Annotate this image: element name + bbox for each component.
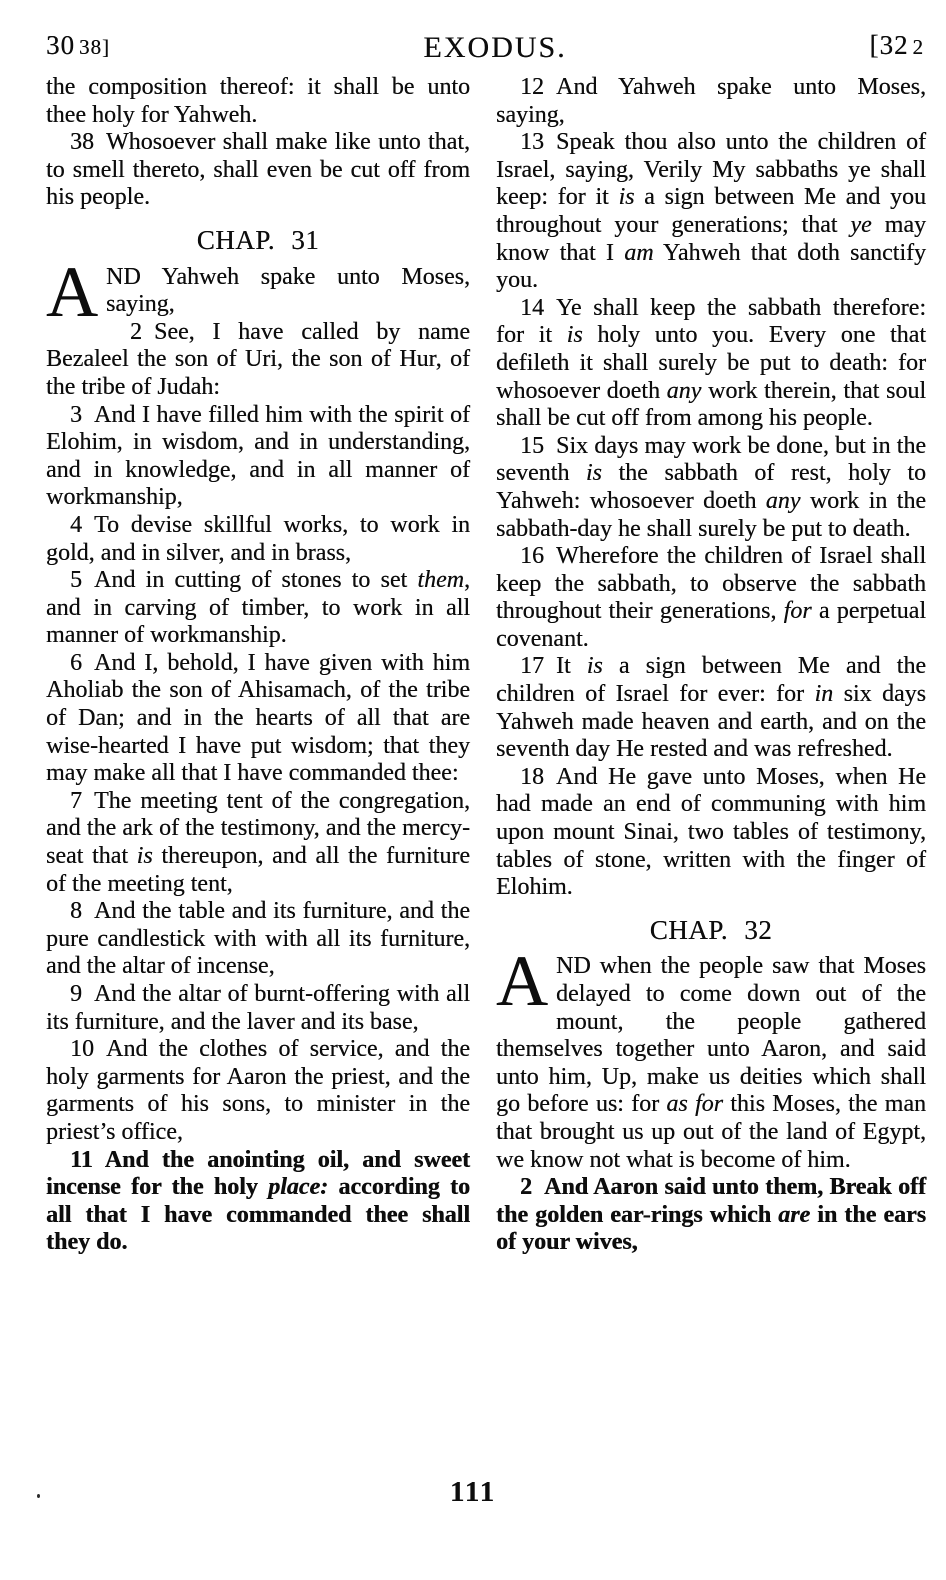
running-head-left-chapter: 30 <box>46 30 75 60</box>
verse-number: 5 <box>70 567 94 594</box>
verse-paragraph: 16 Wherefore the children of Israel shall keep the sabbath, to observe the sabbath throughout their generations, for a perpetual covenant. <box>496 543 927 652</box>
verse-number: 15 <box>520 432 556 459</box>
verse-number: 12 <box>520 74 556 100</box>
verse-number: 7 <box>70 787 94 814</box>
verse-number: 11 <box>70 1146 105 1173</box>
verse-number: 4 <box>70 511 94 538</box>
chapter-heading: CHAP. 32 <box>649 914 773 945</box>
running-head <box>46 30 924 66</box>
book-title: EXODUS. <box>423 31 567 64</box>
left-column <box>46 74 470 1257</box>
right-column <box>496 74 926 1257</box>
verse-paragraph: 8 And the table and its furniture, and the pure candlestick with with all its furniture, and the altar of incense, <box>46 898 470 980</box>
verse-number: 9 <box>70 981 94 1007</box>
verse-paragraph: 17 It is a sign between Me and the children of Israel for ever: for in six days Yahweh made heaven and earth, and on the seventh day He rested and was refreshed. <box>496 653 927 763</box>
verse-paragraph: 38 Whosoever shall make like unto that, to smell thereto, shall even be cut off from his people. <box>46 129 470 211</box>
verse-paragraph: 4 To devise skillful works, to work in gold, and in silver, and in brass, <box>46 511 470 566</box>
continuation-paragraph: the composition thereof: it shall be unto thee holy for Yahweh. <box>46 74 470 128</box>
verse-number: 18 <box>520 763 556 790</box>
running-head-left-verse: 38] <box>79 35 110 59</box>
running-head-right-verse: 2 <box>912 35 924 59</box>
verse-paragraph: 18 And He gave unto Moses, when He had made an end of communing with him upon mount Sinai, two tables of testimony, tables of stone, written with the finger of Elohim. <box>496 763 926 901</box>
text-columns <box>46 74 926 1257</box>
scan-artifact-dot <box>37 1494 40 1498</box>
verse-paragraph: 2 And Aaron said unto them, Break off the golden ear-rings which are in the ears of your wives, <box>496 1174 926 1256</box>
verse-number: 8 <box>70 898 94 925</box>
verse-number: 3 <box>70 401 94 428</box>
drop-cap-initial: A <box>496 941 548 1022</box>
verse-paragraph: 14 Ye shall keep the sabbath therefore: for it is holy unto you. Every one that defileth it shall surely be put to death: for whosoever doeth any work therein, that soul shall be cut off from among his people. <box>496 294 926 432</box>
chapter-heading: CHAP. 31 <box>196 224 320 255</box>
verse-number: 17 <box>520 653 556 680</box>
verse-paragraph: 10 And the clothes of service, and the holy garments for Aaron the priest, and the garments of his sons, to minister in the priest’s office, <box>46 1036 470 1145</box>
verse-paragraph: 12 And Yahweh spake unto Moses, saying, <box>496 74 926 128</box>
verse-number: 2 <box>130 318 154 345</box>
verse-paragraph: 2 See, I have called by name Bezaleel the son of Uri, the son of Hur, of the tribe of Judah: <box>46 318 470 400</box>
dropcap-paragraph: AND when the people saw that Moses delayed to come down out of the mount, the people gathered themselves together unto Aaron, and said unto him, Up, make us deities which shall go before us: for as for this Moses, the man that brought us up out of the land of Egypt, we know not what is become of him. <box>496 941 927 1173</box>
verse-number: 38 <box>70 129 106 156</box>
verse-paragraph: 7 The meeting tent of the congregation, and the ark of the testimony, and the mercy-seat that is thereupon, and all the furniture of the meeting tent, <box>46 787 470 897</box>
verse-paragraph: 6 And I, behold, I have given with him Aholiab the son of Ahisamach, of the tribe of Dan; and in the hearts of all that are wise-hearted I have put wisdom; that they may make all that I have commanded thee: <box>46 649 470 787</box>
verse-number: 2 <box>520 1174 544 1201</box>
running-head-right-chapter: [32 <box>869 30 909 60</box>
drop-cap-initial: A <box>46 251 98 332</box>
verse-number: 13 <box>520 129 556 156</box>
running-head-left-reference <box>46 30 110 61</box>
verse-number: 16 <box>520 543 556 570</box>
verse-number: 10 <box>70 1036 106 1063</box>
dropcap-paragraph: AND Yahweh spake unto Moses, saying, <box>46 251 470 332</box>
verse-paragraph: 5 And in cutting of stones to set them, and in carving of timber, to work in all manner of workmanship. <box>46 567 470 649</box>
verse-paragraph: 9 And the altar of burnt-offering with all its furniture, and the laver and its base, <box>46 981 470 1035</box>
running-head-right-reference <box>870 30 925 61</box>
verse-number: 14 <box>520 294 556 321</box>
verse-paragraph: 15 Six days may work be done, but in the seventh is the sabbath of rest, holy to Yahweh: whosoever doeth any work in the sabbath-day he shall surely be put to death. <box>496 432 927 542</box>
verse-paragraph: 11 And the anointing oil, and sweet incense for the holy place: according to all that I have commanded thee shall they do. <box>46 1146 470 1256</box>
verse-paragraph: 13 Speak thou also unto the children of Israel, saying, Verily My sabbaths ye shall keep: for it is a sign between Me and you throughout your generations; that ye may know that I am Yahweh that doth sanctify you. <box>496 129 926 294</box>
verse-number: 6 <box>70 649 94 676</box>
page-number: 111 <box>449 1476 497 1508</box>
verse-paragraph: 3 And I have filled him with the spirit of Elohim, in wisdom, and in understanding, and in knowledge, and in all manner of workmanship, <box>46 401 470 511</box>
